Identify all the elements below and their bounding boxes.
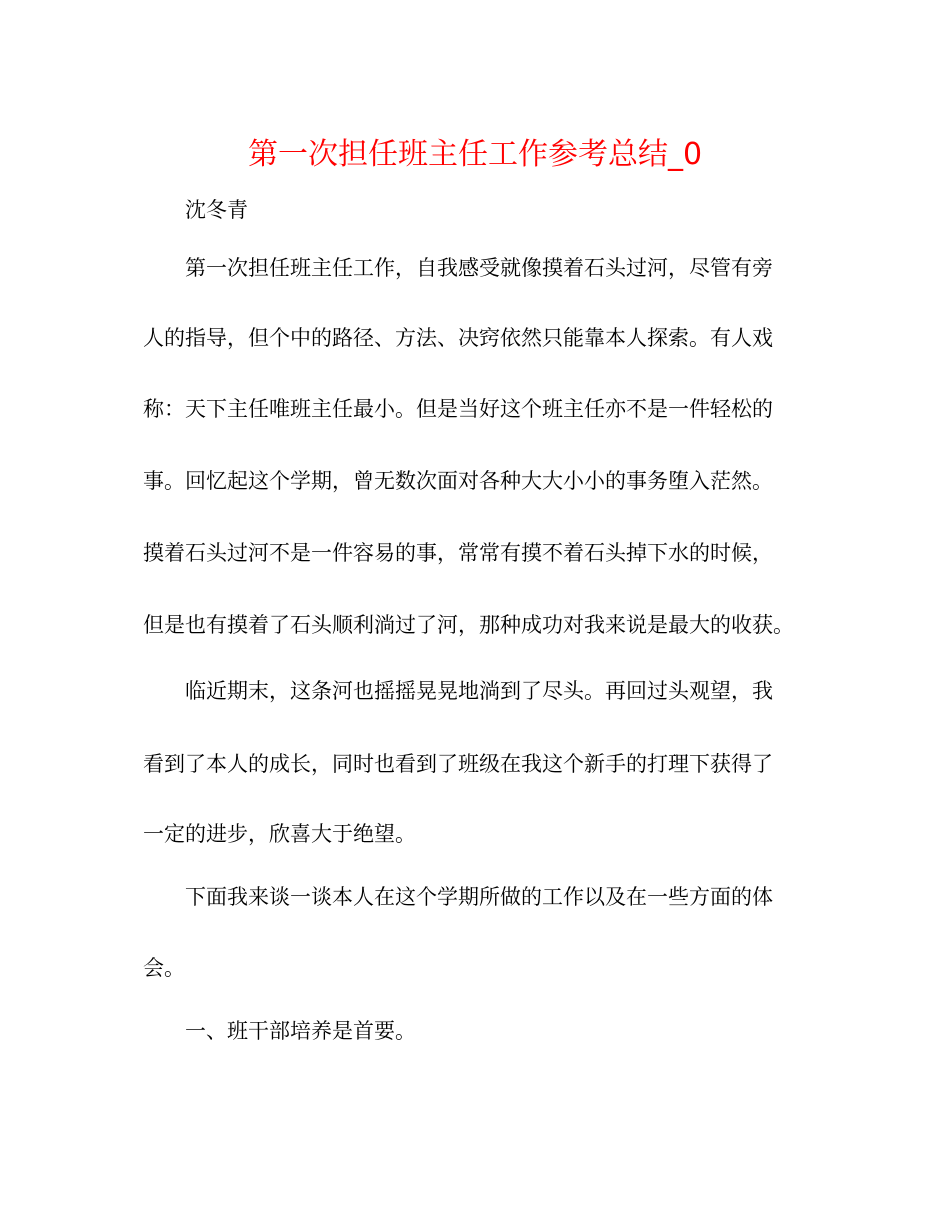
paragraph-2-line-2: 看到了本人的成长，同时也看到了班级在我这个新手的打理下获得了 <box>143 752 773 776</box>
paragraph-3-line-2: 会。 <box>143 956 185 980</box>
paragraph-1-line-2: 人的指导，但个中的路径、方法、决窍依然只能靠本人探索。有人戏 <box>143 326 773 350</box>
paragraph-1-line-3: 称：天下主任唯班主任最小。但是当好这个班主任亦不是一件轻松的 <box>143 397 773 421</box>
author-name: 沈冬青 <box>185 198 248 222</box>
paragraph-2-line-3: 一定的进步，欣喜大于绝望。 <box>143 822 416 846</box>
paragraph-1-line-5: 摸着石头过河不是一件容易的事，常常有摸不着石头掉下水的时候， <box>143 541 773 565</box>
paragraph-3-line-1: 下面我来谈一谈本人在这个学期所做的工作以及在一些方面的体 <box>185 885 773 909</box>
section-heading-1: 一、班干部培养是首要。 <box>185 1019 416 1043</box>
paragraph-2-line-1: 临近期末，这条河也摇摇晃晃地淌到了尽头。再回过头观望，我 <box>185 679 773 703</box>
paragraph-1-line-6: 但是也有摸着了石头顺利淌过了河，那种成功对我来说是最大的收获。 <box>143 613 794 637</box>
document-title: 第一次担任班主任工作参考总结_0 <box>247 137 703 172</box>
paragraph-1-line-1: 第一次担任班主任工作，自我感受就像摸着石头过河，尽管有旁 <box>185 256 773 280</box>
paragraph-1-line-4: 事。回忆起这个学期，曾无数次面对各种大大小小的事务堕入茫然。 <box>143 469 773 493</box>
